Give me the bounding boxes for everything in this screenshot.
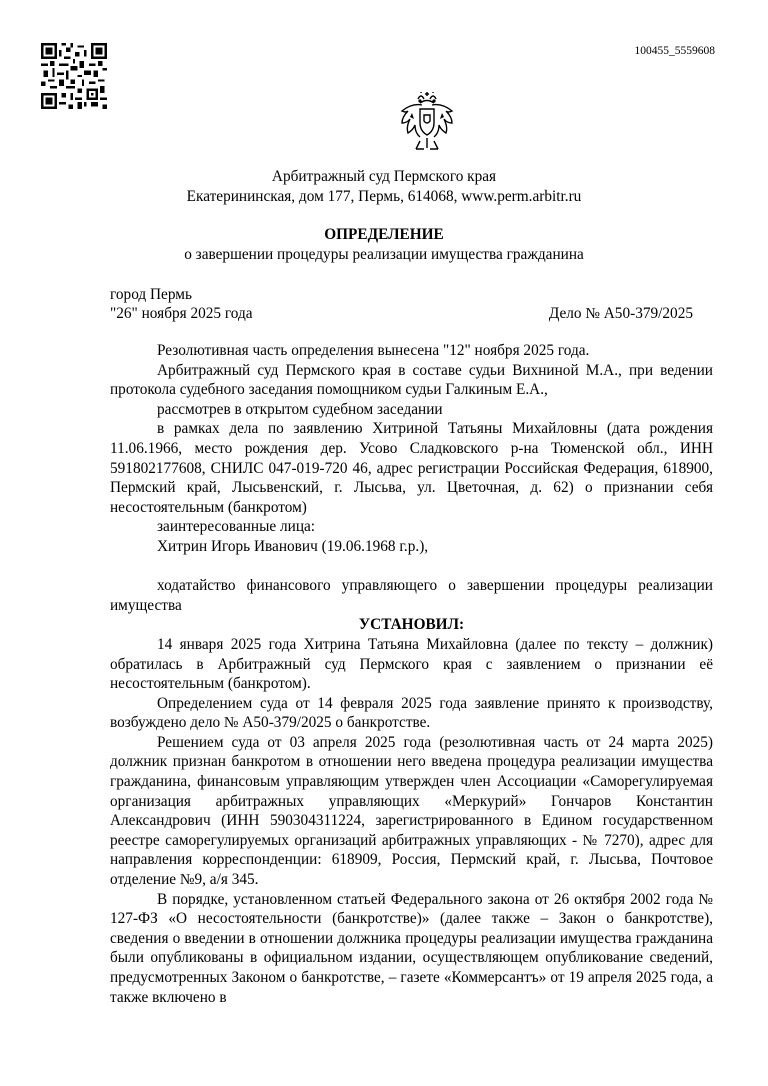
section-heading: УСТАНОВИЛ:	[358, 616, 465, 634]
court-address: Екатерининская, дом 177, Пермь, 614068, www.perm.arbitr.ru	[186, 188, 582, 205]
coat-of-arms-icon	[398, 91, 456, 155]
paragraph: Хитрин Игорь Иванович (19.06.1968 г.р.),	[157, 537, 429, 555]
court-name: Арбитражный суд Пермского края	[271, 168, 497, 185]
document-id: 100455_5559608	[634, 45, 715, 57]
paragraph: Арбитражный суд Пермского края в составе судьи Вихниной М.А., при ведении протокола судебного заседания помощником судьи Галкиным Е.А.,	[110, 361, 713, 399]
paragraph: 14 января 2025 года Хитрина Татьяна Михайловна (далее по тексту – должник) обратилась в Арбитражный суд Пермского края с заявлением о признании её несостоятельным (банкротом).	[110, 635, 713, 693]
paragraph: рассмотрев в открытом судебном заседании	[157, 400, 443, 418]
document-body	[110, 341, 713, 1007]
paragraph: Резолютивная часть определения вынесена "12" ноября 2025 года.	[157, 342, 590, 359]
document-date: "26" ноября 2025 года	[110, 305, 253, 322]
qr-code-icon	[41, 43, 107, 109]
paragraph: в рамках дела по заявлению Хитриной Татьяны Михайловны (дата рождения 11.06.1966, место рождения дер. Усово Сладковского р-на Тюменской обл., ИНН 591802177608, СНИЛС 047-019-720 46, адрес регистрации Российская Федерация, 618900, Пермский край, Лысьвенский, г. Лысьва, ул. Цветочная, д. 62) о признании себя несостоятельным (банкротом)	[110, 420, 713, 516]
paragraph: Определением суда от 14 февраля 2025 года заявление принято к производству, возбуждено дело № А50-379/2025 о банкротстве.	[110, 694, 713, 732]
paragraph: заинтересованные лица:	[157, 518, 316, 536]
document-subtitle: о завершении процедуры реализации имущества гражданина	[184, 246, 584, 263]
paragraph: Решением суда от 03 апреля 2025 года (резолютивная часть от 24 марта 2025) должник признан банкротом в отношении него введена процедура реализации имущества гражданина, финансовым управляющим утвержден член Ассоциации «Саморегулируемая организация арбитражных управляющих «Меркурий» Гончаров Константин Александрович (ИНН 590304311224, зарегистрированного в Едином государственном реестре саморегулируемых организаций арбитражных управляющих - № 7270), адрес для направления корреспонденции: 618909, Россия, Пермский край, г. Лысьва, Почтовое отделение №9, а/я 345.	[110, 733, 713, 889]
city: город Пермь	[110, 286, 192, 303]
spacer	[110, 557, 713, 577]
document-type: ОПРЕДЕЛЕНИЕ	[324, 226, 444, 243]
paragraph: ходатайство финансового управляющего о завершении процедуры реализации имущества	[110, 577, 713, 614]
paragraph: В порядке, установленном статьей Федерального закона от 26 октября 2002 года № 127-ФЗ «О несостоятельности (банкротстве)» (далее также – Закон о банкротстве), сведения о введении в отношении должника процедуры реализации имущества гражданина были опубликованы в официальном издании, осуществляющем опубликование сведений, предусмотренных Законом о банкротстве, – газете «Коммерсантъ» от 19 апреля 2025 года, а также включено в	[110, 890, 713, 1006]
case-number: Дело № А50-379/2025	[548, 305, 693, 322]
